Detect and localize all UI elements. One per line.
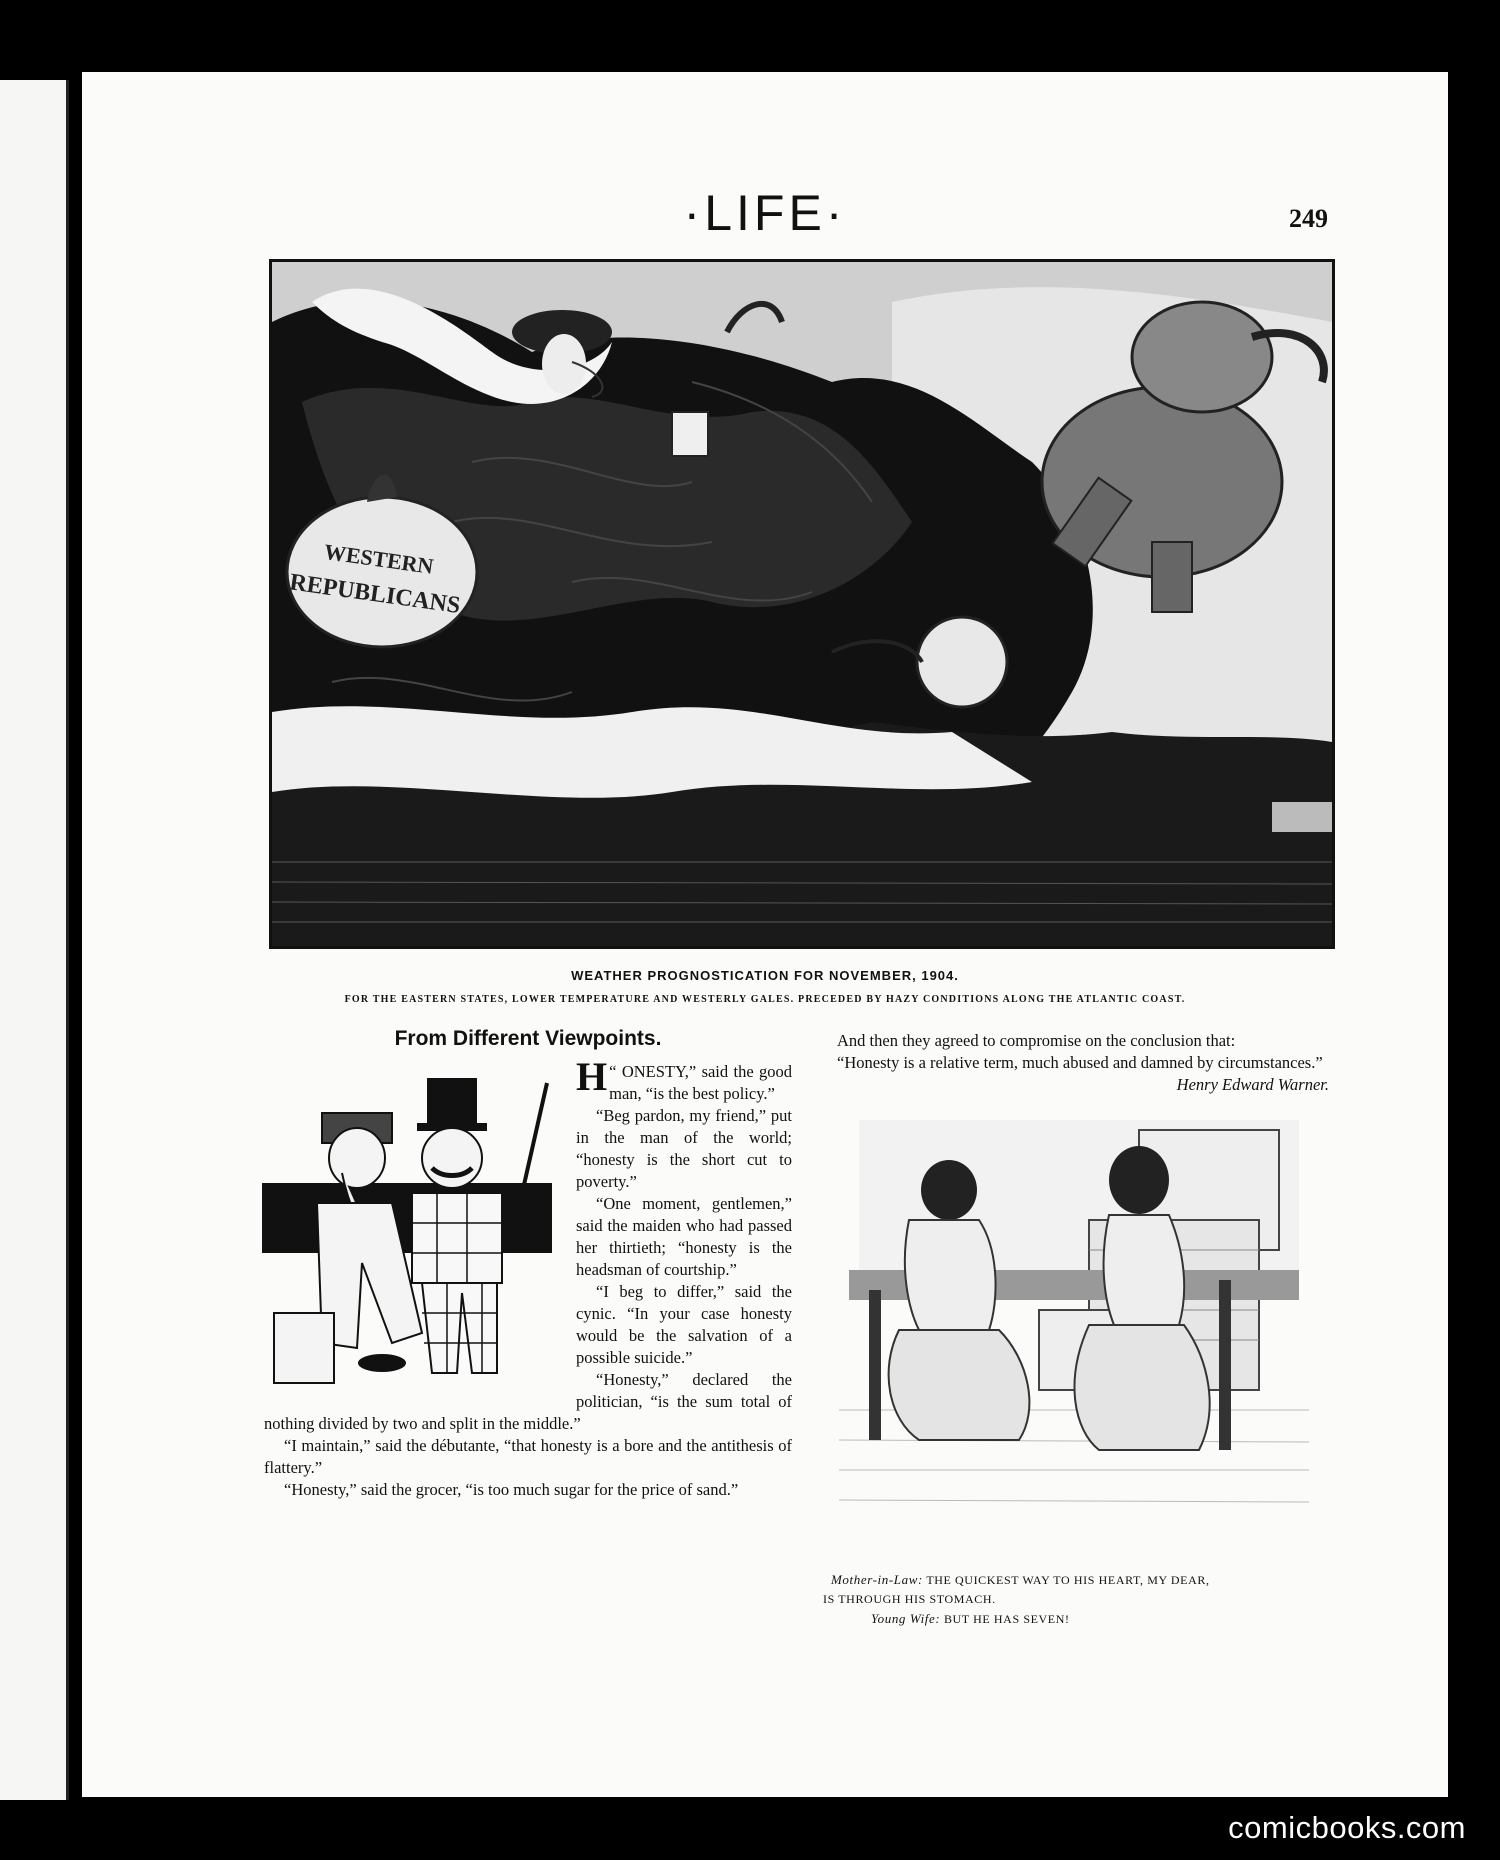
caption-speaker-wife: Young Wife: [871, 1611, 941, 1626]
drop-cap: H [576, 1054, 608, 1099]
paragraph-politician: “Honesty,” declared the politician, “is the sum total of nothing divided by two and split in the middle.” [264, 1370, 792, 1433]
paragraph-man-of-world: “Beg pardon, my friend,” put in the man of the world; “honesty is the short cut to poverty.” [576, 1106, 792, 1191]
paragraph-debutante: “I maintain,” said the débutante, “that honesty is a bore and the antithesis of flattery.” [264, 1436, 792, 1477]
mother-in-law-illustration [839, 1110, 1309, 1546]
bag-label-republicans: REPUBLICANS [287, 569, 462, 620]
cartoon-caption-subtitle: FOR THE EASTERN STATES, LOWER TEMPERATURE AND WESTERLY GALES. PRECEDED BY HAZY CONDITIONS ALONG THE ATLANTIC COAST. [344, 994, 1186, 1005]
article-column-right [817, 1030, 1329, 1629]
two-men-illustration [262, 1063, 562, 1395]
paragraph-maiden: “One moment, gentlemen,” said the maiden who had passed her thirtieth; “honesty is the headsman of courtship.” [576, 1194, 792, 1279]
cartoon-caption-title: WEATHER PROGNOSTICATION FOR NOVEMBER, 1904. [571, 968, 959, 983]
paragraph-grocer: “Honesty,” said the grocer, “is too much sugar for the price of sand.” [284, 1480, 739, 1499]
quote-open: “ [609, 1062, 622, 1081]
weather-cartoon [269, 259, 1335, 949]
paragraph-relative-term: “Honesty is a relative term, much abused and damned by circumstances.” [837, 1053, 1323, 1072]
magazine-page [82, 72, 1448, 1797]
illustration-caption [817, 1570, 1329, 1629]
paragraph-good-man: ONESTY,” said the good man, “is the best policy.” [609, 1062, 793, 1103]
caption-line-3: BUT HE HAS SEVEN! [943, 1612, 1070, 1626]
left-page-edge [0, 80, 69, 1800]
kitchen-scene-drawing [839, 1110, 1309, 1546]
article-body [264, 1054, 793, 1501]
weather-cartoon-drawing [272, 262, 1332, 946]
caption-speaker-mother: Mother-in-Law: [831, 1572, 923, 1587]
author-signature: Henry Edward Warner. [1176, 1075, 1329, 1094]
paragraph-cynic: “I beg to differ,” said the cynic. “In your case honesty would be the salvation of a possible suicide.” [576, 1282, 792, 1367]
caption-line-1: THE QUICKEST WAY TO HIS HEART, MY DEAR, [926, 1573, 1210, 1587]
article-column-left [264, 1027, 792, 1501]
caption-line-2: IS THROUGH HIS STOMACH. [823, 1592, 996, 1606]
masthead-title: ·LIFE· [683, 185, 847, 241]
article-title: From Different Viewpoints. [394, 1027, 662, 1050]
paragraph-compromise: And then they agreed to compromise on the conclusion that: [837, 1031, 1236, 1050]
article-conclusion [817, 1030, 1329, 1094]
page-number: 249 [1289, 204, 1328, 233]
site-watermark: comicbooks.com [1228, 1810, 1466, 1845]
two-men-drawing [262, 1063, 562, 1395]
bag-label-western: WESTERN [322, 538, 436, 579]
